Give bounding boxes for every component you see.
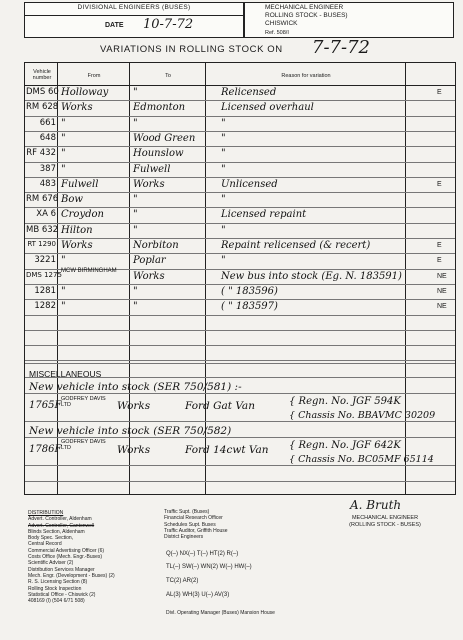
row-from: Hilton (61, 224, 93, 236)
distribution-item: Blinds Section, Aldenham (28, 528, 85, 535)
row-to: Norbiton (133, 240, 179, 251)
signature-scrawl: A. Bruth (350, 498, 402, 512)
row-reason: ( " 183596) (221, 285, 278, 297)
row-vehicle: DMS 60 (26, 87, 59, 97)
row-to: " (133, 194, 138, 206)
date-label: DATE (105, 22, 124, 29)
misc-reg-1: { Regn. No. JGF 594K (289, 396, 401, 407)
row-vehicle: MB 632 (26, 224, 59, 235)
col-reason-header: Reason for variation (281, 73, 331, 79)
row-reason: Unlicensed (221, 178, 278, 190)
distribution-item: Distribution Services Manager (28, 566, 95, 573)
row-reason: Licensed overhaul (221, 102, 314, 114)
row-to: Fulwell (133, 163, 171, 175)
row-from: " (61, 255, 66, 267)
row-mark: NE (437, 303, 447, 311)
row-from: Bow (61, 194, 83, 206)
misc-chassis-2: { Chassis No. BC05MF 65114 (289, 454, 434, 465)
row-to: " (133, 301, 138, 313)
row-from: " (61, 148, 66, 160)
garage-codes-2: TL(–) SW(–) WN(2) W(–) HW(–) (166, 564, 252, 570)
row-vehicle: DMS 1275 (26, 270, 62, 279)
row-vehicle: 648 (39, 132, 56, 143)
row-to: Poplar (133, 255, 166, 267)
row-from: " (61, 285, 66, 297)
row-from: " (61, 117, 66, 129)
row-to: Works (133, 270, 165, 282)
row-vehicle: 1281 (34, 285, 56, 296)
row-vehicle: 3221 (34, 255, 56, 266)
row-from: " (61, 132, 66, 144)
misc-chassis-1: { Chassis No. BBAVMC 30209 (289, 410, 436, 421)
row-reason: " (221, 194, 226, 206)
misc-type-1: Ford Gat Van (185, 400, 255, 412)
row-from: Works (61, 240, 93, 251)
traffic-item: Financial Research Officer (164, 515, 223, 522)
row-from: Croydon (61, 209, 104, 221)
distribution-item: Mech. Engr. (Development - Buses) (2) (28, 572, 115, 579)
misc-from-stamp-2: GODFREY DAVIS LTD (61, 439, 106, 451)
row-vehicle: 387 (39, 163, 56, 174)
garage-codes-1: Q(–) NX(–) T(–) HT(2) R(–) (166, 551, 239, 557)
reference-number: Ref. 508/I (265, 30, 289, 36)
misc-reg-2: { Regn. No. JGF 642K (289, 440, 401, 451)
row-mark: E (437, 257, 442, 265)
misc-type-2: Ford 14cwt Van (185, 444, 269, 456)
distribution-item: Commercial Advertising Officer (6) (28, 547, 105, 554)
row-mark: E (437, 89, 442, 96)
row-reason: " (221, 117, 226, 129)
row-mark: E (437, 242, 442, 249)
row-reason: " (221, 148, 226, 160)
traffic-list (164, 509, 228, 540)
row-to: " (133, 117, 138, 129)
row-reason: Repaint relicensed (& recert) (221, 240, 371, 251)
row-vehicle: 1282 (34, 301, 56, 312)
distribution-item: Scientific Adviser (2) (28, 560, 74, 567)
misc-from-stamp-1: GODFREY DAVIS LTD (61, 396, 106, 408)
col-vehicle-header: Vehicle number (32, 69, 52, 81)
distribution-item: Advert. Controller, Aldenham (28, 516, 92, 523)
row-vehicle: 483 (39, 178, 56, 189)
misc-to-1: Works (117, 400, 151, 412)
row-vehicle: 661 (39, 117, 56, 128)
distribution-item: Advert. Controller, Cantonwell (28, 522, 95, 529)
department-box (244, 2, 454, 38)
traffic-item: Traffic Supt. (Buses) (164, 509, 210, 515)
misc-heading: MISCELLANEOUS (29, 369, 102, 379)
misc-vehicle-1: 1765F (29, 400, 62, 411)
row-mark: E (437, 180, 442, 188)
row-vehicle: RT 1290 (27, 240, 56, 248)
form-title-date: 7-7-72 (312, 37, 370, 58)
row-from: Works (61, 102, 93, 114)
distribution-item: Statistical Office - Chiswick (2) (28, 591, 96, 598)
row-from: Fulwell (61, 178, 99, 190)
misc-note-2: New vehicle into stock (SER 750/582) (29, 425, 232, 437)
row-mark: NE (437, 272, 447, 280)
row-to: Works (133, 178, 165, 190)
row-to: Hounslow (133, 148, 184, 160)
row-mark: NE (437, 287, 447, 295)
traffic-item: District Engineers (164, 534, 204, 541)
row-to: Wood Green (133, 132, 196, 144)
row-to: " (133, 224, 138, 236)
garage-codes-4: AL(3) WH(3) U(–) AV(3) (166, 592, 230, 598)
misc-to-2: Works (117, 444, 151, 456)
row-reason: " (221, 224, 226, 236)
traffic-item: Traffic Auditor, Griffith House (164, 527, 228, 534)
division-box (24, 2, 244, 38)
garage-codes-3: TC(2) AR(2) (166, 578, 199, 584)
distribution-item: Rolling Stock Inspection (28, 585, 82, 592)
row-reason: Relicensed (221, 87, 277, 98)
row-reason: " (221, 255, 226, 267)
form-title: VARIATIONS IN ROLLING STOCK ON (100, 44, 283, 55)
row-to: " (133, 209, 138, 221)
distribution-list (28, 510, 115, 604)
row-vehicle: RM 628 (26, 102, 59, 113)
row-to: Edmonton (133, 102, 186, 114)
row-reason: New bus into stock (Eg. N. 183591) (221, 270, 402, 282)
row-from: MCW BIRMINGHAM (61, 267, 117, 274)
row-to: " (133, 285, 138, 297)
traffic-item: Schedules Supt. Buses (164, 521, 216, 528)
misc-note-1: New vehicle into stock (SER 750/581) :- (29, 381, 242, 393)
col-from-header: From (87, 73, 101, 79)
row-from: " (61, 163, 66, 175)
distribution-item: 408169 (I) (504 6/71 508) (28, 598, 85, 605)
row-from: Holloway (61, 87, 109, 98)
row-reason: " (221, 132, 226, 144)
distribution-item: R. S. Licensing Section (8) (28, 579, 88, 586)
distribution-heading: DISTRIBUTION (28, 510, 64, 516)
misc-vehicle-2: 1786F (29, 444, 62, 455)
row-reason: ( " 183597) (221, 301, 278, 313)
row-to: " (133, 87, 138, 98)
row-vehicle: RF 432 (26, 148, 56, 159)
col-to-header: To (165, 73, 171, 79)
distribution-item: Costs Office (Mech. Engr.-Buses) (28, 554, 103, 561)
department-name: MECHANICAL ENGINEER ROLLING STOCK - BUSES) CHISWICK (265, 4, 348, 27)
divisional-operating-manager: Divl. Operating Manager (Buses) Mansion House (166, 610, 275, 616)
distribution-item: Central Record (28, 541, 62, 548)
date-value: 10-7-72 (143, 17, 194, 32)
row-reason: Licensed repaint (221, 209, 307, 221)
row-from: " (61, 301, 66, 313)
row-reason: " (221, 163, 226, 175)
variations-table (24, 62, 456, 495)
signature-block: MECHANICAL ENGINEER (ROLLING STOCK - BUSES) (349, 515, 421, 528)
row-vehicle: RM 676 (26, 194, 59, 205)
row-vehicle: XA 6 (36, 209, 56, 220)
distribution-item: Body Spec. Section, (28, 535, 74, 542)
division-name: DIVISIONAL ENGINEERS (BUSES) (77, 4, 191, 11)
